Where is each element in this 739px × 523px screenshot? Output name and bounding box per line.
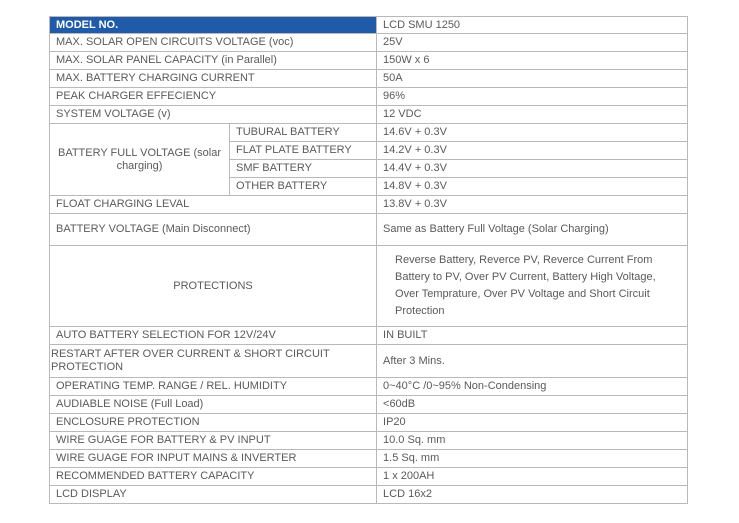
spec-label: MAX. BATTERY CHARGING CURRENT — [50, 70, 377, 88]
header-row — [50, 17, 688, 34]
spec-value: 10.0 Sq. mm — [377, 432, 688, 450]
spec-value: IP20 — [377, 414, 688, 432]
spec-label: MAX. SOLAR PANEL CAPACITY (in Parallel) — [50, 52, 377, 70]
main-disconnect-row — [50, 214, 688, 246]
spec-row — [50, 106, 688, 124]
spec-row — [50, 450, 688, 468]
main-disconnect-label: BATTERY VOLTAGE (Main Disconnect) — [50, 214, 377, 246]
auto-select-label: AUTO BATTERY SELECTION FOR 12V/24V — [50, 327, 377, 345]
spec-value: 96% — [377, 88, 688, 106]
spec-row — [50, 52, 688, 70]
spec-label: ENCLOSURE PROTECTION — [50, 414, 377, 432]
spec-label: WIRE GUAGE FOR BATTERY & PV INPUT — [50, 432, 377, 450]
battery-full-row — [50, 124, 688, 142]
auto-select-row — [50, 327, 688, 345]
protections-value: Reverse Battery, Reverce PV, Reverce Current From Battery to PV, Over PV Current, Battery High Voltage, Over Temprature, Over PV Voltage and Short Circuit Protection — [377, 246, 688, 327]
spec-value: LCD 16x2 — [377, 486, 688, 504]
spec-label: AUDIABLE NOISE (Full Load) — [50, 396, 377, 414]
spec-table — [49, 16, 688, 504]
spec-row — [50, 414, 688, 432]
restart-value: After 3 Mins. — [377, 345, 688, 378]
spec-row — [50, 88, 688, 106]
spec-label: MAX. SOLAR OPEN CIRCUITS VOLTAGE (voc) — [50, 34, 377, 52]
spec-row — [50, 70, 688, 88]
spec-row — [50, 486, 688, 504]
header-value: LCD SMU 1250 — [377, 17, 688, 34]
protections-label: PROTECTIONS — [50, 246, 377, 327]
spec-value: 1.5 Sq. mm — [377, 450, 688, 468]
auto-select-value: IN BUILT — [377, 327, 688, 345]
spec-label: PEAK CHARGER EFFECIENCY — [50, 88, 377, 106]
float-value: 13.8V + 0.3V — [377, 196, 688, 214]
battery-type-label: FLAT PLATE BATTERY — [230, 142, 377, 160]
spec-value: 1 x 200AH — [377, 468, 688, 486]
restart-label: RESTART AFTER OVER CURRENT & SHORT CIRCUIT PROTECTION — [50, 345, 377, 378]
battery-type-label: TUBURAL BATTERY — [230, 124, 377, 142]
battery-type-label: SMF BATTERY — [230, 160, 377, 178]
spec-label: RECOMMENDED BATTERY CAPACITY — [50, 468, 377, 486]
protections-row — [50, 246, 688, 327]
spec-label: LCD DISPLAY — [50, 486, 377, 504]
spec-value: <60dB — [377, 396, 688, 414]
battery-type-label: OTHER BATTERY — [230, 178, 377, 196]
battery-type-value: 14.2V + 0.3V — [377, 142, 688, 160]
spec-value: 150W x 6 — [377, 52, 688, 70]
spec-label: SYSTEM VOLTAGE (v) — [50, 106, 377, 124]
spec-label: WIRE GUAGE FOR INPUT MAINS & INVERTER — [50, 450, 377, 468]
float-row — [50, 196, 688, 214]
battery-full-label: BATTERY FULL VOLTAGE (solar charging) — [50, 124, 230, 196]
spec-row — [50, 34, 688, 52]
spec-label: OPERATING TEMP. RANGE / REL. HUMIDITY — [50, 378, 377, 396]
battery-type-value: 14.6V + 0.3V — [377, 124, 688, 142]
spec-row — [50, 468, 688, 486]
restart-row — [50, 345, 688, 378]
spec-row — [50, 396, 688, 414]
spec-value: 0~40°C /0~95% Non-Condensing — [377, 378, 688, 396]
spec-row — [50, 378, 688, 396]
spec-row — [50, 432, 688, 450]
header-label: MODEL NO. — [50, 17, 377, 34]
spec-value: 50A — [377, 70, 688, 88]
spec-value: 25V — [377, 34, 688, 52]
battery-type-value: 14.8V + 0.3V — [377, 178, 688, 196]
main-disconnect-value: Same as Battery Full Voltage (Solar Charging) — [377, 214, 688, 246]
battery-type-value: 14.4V + 0.3V — [377, 160, 688, 178]
spec-value: 12 VDC — [377, 106, 688, 124]
float-label: FLOAT CHARGING LEVAL — [50, 196, 377, 214]
